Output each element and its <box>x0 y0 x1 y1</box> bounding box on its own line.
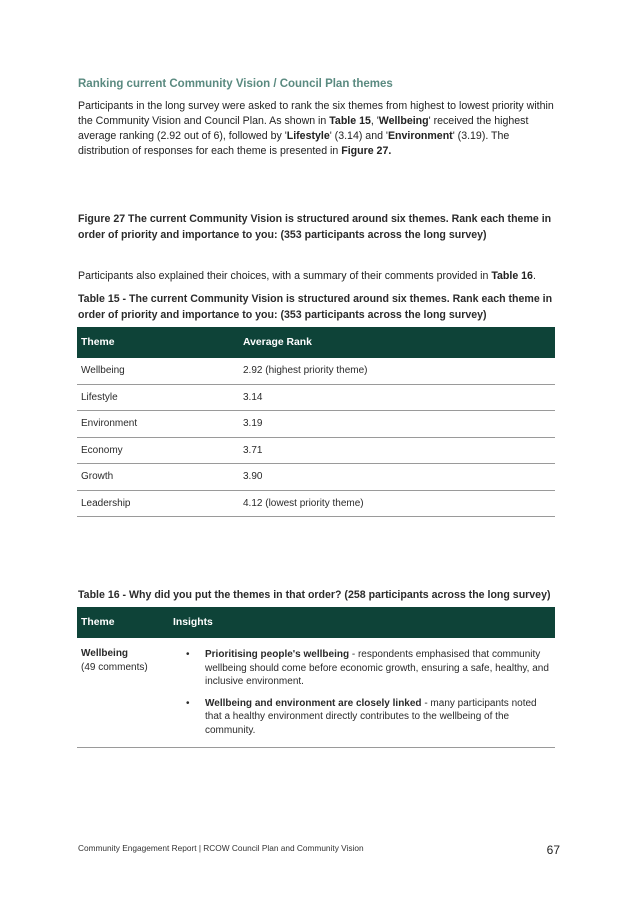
theme-cell: Environment <box>77 411 239 438</box>
table-header-row <box>77 327 555 358</box>
table-16 <box>77 607 555 748</box>
insight-text: - respondents emphasised that community wellbeing should come before economic growth, ensuring a safe, healthy, and inclusive environment. <box>205 649 549 687</box>
theme-cell: Growth <box>77 464 239 491</box>
table-header-row <box>77 607 555 638</box>
comments-paragraph <box>78 269 562 284</box>
table-row <box>77 638 555 748</box>
wellbeing-term: Wellbeing <box>378 115 429 127</box>
theme-cell: Wellbeing <box>77 358 239 384</box>
insight-heading: Wellbeing and environment are closely linked <box>205 697 422 709</box>
table-row <box>77 464 555 491</box>
rank-cell: 4.12 (lowest priority theme) <box>239 490 555 517</box>
table-15-caption: Table 15 - The current Community Vision is structured around six themes. Rank each theme in order of priority and importance to you: (353 participants across the long survey) <box>78 293 553 321</box>
header-theme: Theme <box>77 327 239 358</box>
intro-text: Participants in the long survey were asked to rank the six themes from highest to lowest priority within the Community Vision and Council Plan. As shown in <box>78 100 554 127</box>
comment-count: (49 comments) <box>81 662 148 673</box>
insight-heading: Prioritising people's wellbeing <box>205 649 350 660</box>
header-theme: Theme <box>77 607 169 638</box>
table-16-reference: Table 16 <box>491 270 533 282</box>
table-row <box>77 437 555 464</box>
section-title: Ranking current Community Vision / Council Plan themes <box>78 78 393 90</box>
table-row <box>77 490 555 517</box>
theme-cell: Leadership <box>77 490 239 517</box>
insight-text: - many participants noted that a healthy environment directly contributes to the wellbeing of the community. <box>205 697 537 736</box>
intro-text: ' (3.14) and ' <box>329 130 388 142</box>
header-insights: Insights <box>169 607 555 638</box>
bullet-icon: • <box>186 649 190 660</box>
footer-text: Community Engagement Report | RCOW Council Plan and Community Vision <box>78 843 364 853</box>
bullet-icon: • <box>186 697 190 709</box>
figure-caption-text: The current Community Vision is structured around six themes. Rank each theme in order of priority and importance to you: (353 participants across the long survey) <box>78 213 552 241</box>
rank-cell: 3.71 <box>239 437 555 464</box>
intro-text: ' received the highest average ranking (2.92 out of 6), followed by ' <box>78 115 529 142</box>
rank-cell: 2.92 (highest priority theme) <box>239 358 555 384</box>
intro-paragraph <box>78 99 562 159</box>
theme-cell: Lifestyle <box>77 384 239 411</box>
theme-cell: Economy <box>77 437 239 464</box>
figure-27-caption <box>78 212 562 243</box>
list-item <box>181 697 555 738</box>
figure-27-reference: Figure 27. <box>341 145 392 157</box>
comments-text: . <box>532 270 536 282</box>
list-item <box>181 648 555 689</box>
table-16-caption: Table 16 - Why did you put the themes in that order? (258 participants across the long survey) <box>78 589 551 601</box>
page-number: 67 <box>546 843 560 857</box>
lifestyle-term: Lifestyle <box>286 130 330 142</box>
theme-name: Wellbeing <box>81 648 129 659</box>
table-row <box>77 384 555 411</box>
environment-term: Environment <box>387 130 453 142</box>
intro-text: , ' <box>370 115 379 127</box>
table-row <box>77 411 555 438</box>
comments-text: Participants also explained their choices, with a summary of their comments provided in <box>78 270 492 282</box>
table-row <box>77 358 555 384</box>
rank-cell: 3.90 <box>239 464 555 491</box>
rank-cell: 3.14 <box>239 384 555 411</box>
table-15 <box>77 327 555 517</box>
insights-list <box>181 648 555 737</box>
figure-label: Figure 27 <box>78 213 126 225</box>
theme-cell <box>77 638 169 748</box>
intro-text: ' (3.19). The distribution of responses for each theme is presented in <box>78 130 510 157</box>
insights-cell <box>169 638 555 748</box>
table-15-reference: Table 15 <box>329 115 371 127</box>
header-average-rank: Average Rank <box>239 327 555 358</box>
rank-cell: 3.19 <box>239 411 555 438</box>
